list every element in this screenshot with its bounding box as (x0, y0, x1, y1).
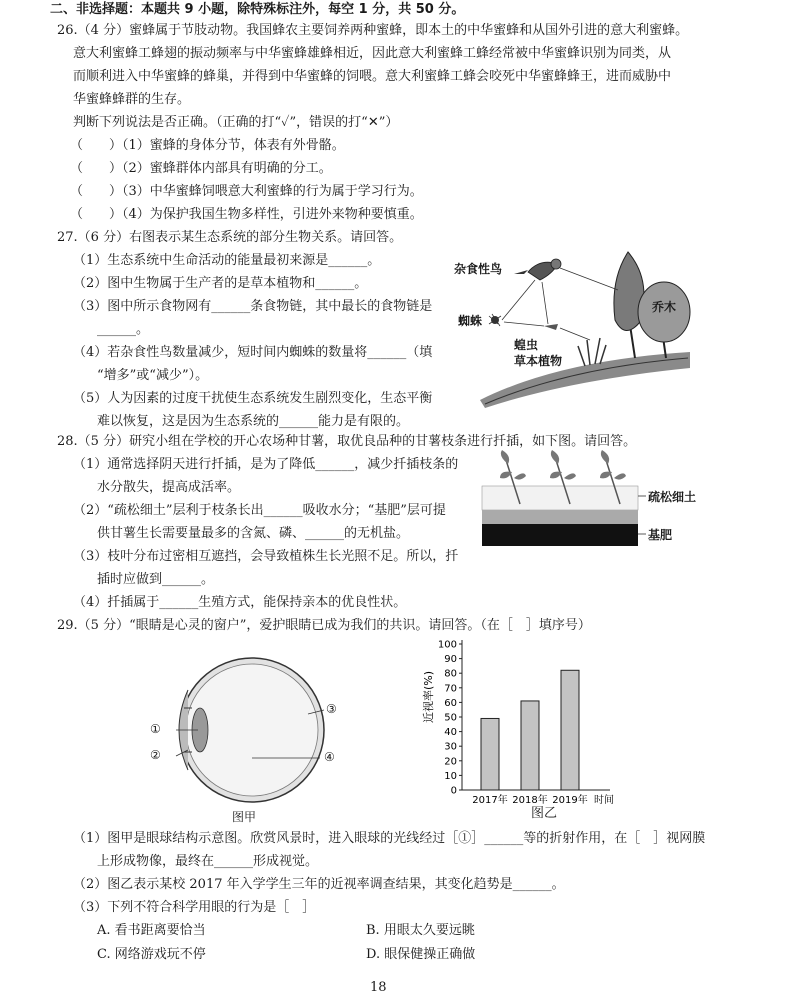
eye-caption: 图甲 (232, 810, 257, 824)
cutting-figure (478, 450, 698, 560)
arrow-locust-bird (542, 282, 548, 324)
y-tick-label: 90 (444, 654, 457, 666)
q27-line-1[interactable]: （1）生态系统中生命活动的能量最初来源是______。 (73, 253, 381, 268)
q28-line-2b[interactable]: 供甘薯生长需要量最多的含氮、磷、______的无机盐。 (97, 526, 410, 541)
y-tick-label: 40 (444, 727, 457, 739)
bird-head (551, 259, 561, 269)
label-soil: 疏松细土 (648, 490, 697, 504)
ground-mound (480, 352, 690, 408)
bar-2018年 (521, 701, 539, 790)
q29-line-3[interactable]: （3）下列不符合科学用眼的行为是［ ］ (73, 900, 316, 915)
myopia-chart (418, 632, 618, 828)
food-web-figure (440, 240, 700, 410)
bar-2019年 (561, 670, 579, 790)
option-c[interactable]: C. 网络游戏玩不停 (97, 947, 206, 962)
option-b[interactable]: B. 用眼太久要远眺 (366, 923, 475, 938)
q27-stem: 27.（6 分）右图表示某生态系统的部分生物关系。请回答。 (57, 230, 403, 245)
y-tick-label: 0 (450, 785, 457, 797)
label-fertilizer: 基肥 (648, 528, 673, 542)
q28-line-3a: （3）枝叶分布过密相互遮挡，会导致植株生长光照不足。所以，扦 (73, 549, 459, 564)
q26-para-1: 26.（4 分）蜜蜂属于节肢动物。我国蜂农主要饲养两种蜜蜂，即本土的中华蜜蜂和从国外引进的意大利蜜蜂。 (57, 23, 689, 38)
q29-line-2[interactable]: （2）图乙表示某校 2017 年入学学生三年的近视率调查结果，其变化趋势是______。 (73, 877, 565, 892)
bar-2017年 (481, 718, 499, 790)
q27-line-5a: （5）人为因素的过度干扰使生态系统发生剧烈变化，生态平衡 (73, 391, 433, 406)
grass-plant (578, 338, 606, 366)
x-tick-label: 2019年 (552, 795, 588, 806)
page-number: 18 (370, 980, 387, 995)
locust-body (544, 324, 558, 330)
q28-stem: 28.（5 分）研究小组在学校的开心农场种甘薯，取优良品种的甘薯枝条进行扦插，如下图。请回答。 (57, 434, 637, 449)
q27-line-2[interactable]: （2）图中生物属于生产者的是草本植物和______。 (73, 276, 368, 291)
spider-legs (489, 314, 501, 326)
q28-line-1a[interactable]: （1）通常选择阴天进行扦插，是为了降低______，减少扦插枝条的 (73, 457, 459, 472)
q27-line-5b[interactable]: 难以恢复，这是因为生态系统的______能力是有限的。 (97, 414, 410, 429)
y-tick-label: 100 (437, 639, 457, 651)
middle-layer (482, 510, 638, 524)
q26-item-4[interactable]: （ ）（4）为保护我国生物多样性，引进外来物种要慎重。 (70, 207, 423, 222)
option-d[interactable]: D. 眼保健操正确做 (366, 947, 476, 962)
label-bird: 杂食性鸟 (454, 262, 503, 276)
q27-line-3a[interactable]: （3）图中所示食物网有______条食物链，其中最长的食物链是 (73, 299, 433, 314)
q29-line-1a[interactable]: （1）图甲是眼球结构示意图。欣赏风景时，进入眼球的光线经过［①］______等的折射作用，在［ ］视网膜 (73, 831, 706, 846)
arrow-spider-bird (502, 280, 535, 320)
q26-para-3: 而顺利进入中华蜜蜂的蜂巢，并得到中华蜜蜂的饲喂。意大利蜜蜂工蜂会咬死中华蜜蜂蜂王，进而威胁中 (73, 69, 672, 84)
option-a[interactable]: A. 看书距离要恰当 (97, 923, 206, 938)
y-tick-label: 80 (444, 668, 457, 680)
bird-tail (514, 270, 528, 274)
q26-item-3[interactable]: （ ）（3）中华蜜蜂饲喂意大利蜜蜂的行为属于学习行为。 (70, 184, 423, 199)
eye-label-3: ③ (326, 702, 337, 716)
y-tick-label: 70 (444, 683, 457, 695)
label-grass: 草本植物 (514, 354, 563, 368)
x-tick-label: 2017年 (472, 795, 508, 806)
eye-label-1: ① (150, 722, 161, 736)
label-locust: 蝗虫 (514, 338, 539, 352)
arrow-grass-locust (560, 328, 590, 340)
soil-layer (482, 486, 638, 510)
q26-para-2: 意大利蜜蜂工蜂翅的振动频率与中华蜜蜂雄蜂相近，因此意大利蜜蜂工蜂经常被中华蜜蜂识别为同类，从 (73, 46, 672, 61)
q28-line-2a[interactable]: （2）“疏松细土”层利于枝条长出______吸收水分；“基肥”层可提 (73, 503, 446, 518)
chart-caption: 图乙 (531, 806, 558, 821)
q28-line-1b: 水分散失，提高成活率。 (97, 480, 241, 495)
y-tick-label: 10 (444, 770, 457, 782)
arrow-tree-bird (560, 268, 618, 290)
q26-item-1[interactable]: （ ）（1）蜜蜂的身体分节，体表有外骨骼。 (70, 138, 345, 153)
eye-figure (140, 650, 360, 825)
label-spider: 蜘蛛 (458, 314, 483, 328)
eye-label-4: ④ (324, 750, 335, 764)
y-tick-label: 20 (444, 756, 457, 768)
myopia-chart-svg (418, 632, 618, 828)
q28-line-3b[interactable]: 插时应做到______。 (97, 572, 215, 587)
eye-label-2: ② (150, 748, 161, 762)
arrow-locust-spider (504, 322, 544, 326)
y-tick-label: 60 (444, 697, 457, 709)
q26-instruction: 判断下列说法是否正确。（正确的打“✓”，错误的打“✕”） (73, 115, 399, 130)
fertilizer-layer (482, 524, 638, 546)
x-tick-label: 2018年 (512, 795, 548, 806)
q29-line-1b[interactable]: 上形成物像，最终在______形成视觉。 (97, 854, 319, 869)
q27-line-4a[interactable]: （4）若杂食性鸟数量减少，短时间内蜘蛛的数量将______（填 (73, 345, 433, 360)
x-axis-label: 时间 (594, 795, 614, 806)
cutting-drawing (478, 450, 698, 560)
q26-para-4: 华蜜蜂蜂群的生存。 (73, 92, 191, 107)
eye-drawing (140, 650, 360, 805)
q29-stem: 29.（5 分）“眼睛是心灵的窗户”，爱护眼睛已成为我们的共识。请回答。（在［ ］填序号） (57, 618, 591, 633)
y-axis-label: 近视率(%) (422, 670, 435, 724)
y-tick-label: 30 (444, 741, 457, 753)
section-header: 二、非选择题：本题共 9 小题，除特殊标注外，每空 1 分，共 50 分。 (50, 2, 465, 17)
q26-item-2[interactable]: （ ）（2）蜜蜂群体内部具有明确的分工。 (70, 161, 332, 176)
q27-line-4b: “增多”或“减少”）。 (97, 368, 209, 383)
q28-line-4[interactable]: （4）扦插属于______生殖方式，能保持亲本的优良性状。 (73, 595, 407, 610)
label-tree: 乔木 (652, 300, 677, 314)
q27-line-3b[interactable]: ______。 (97, 322, 150, 337)
y-tick-label: 50 (444, 712, 457, 724)
